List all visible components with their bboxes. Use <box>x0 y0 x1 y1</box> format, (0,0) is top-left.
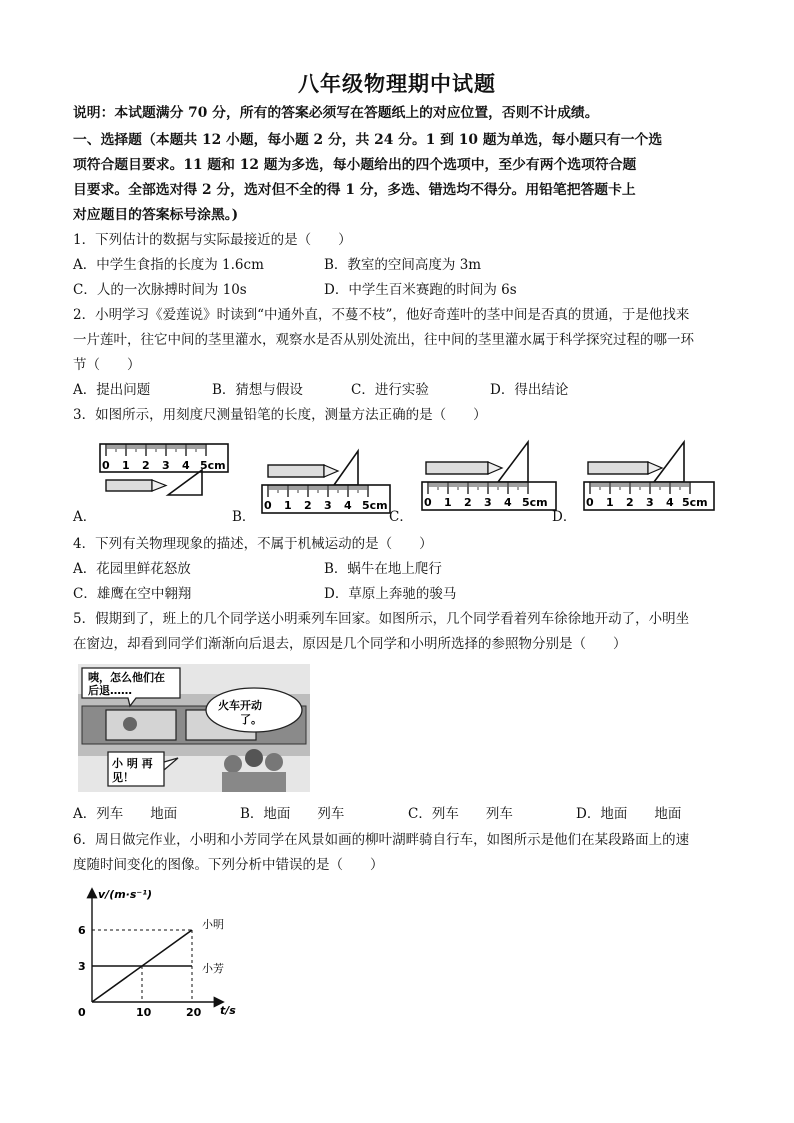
ruler-c-label-5: 5cm <box>522 496 548 509</box>
q3-letter-a: A． <box>73 509 97 525</box>
q5-option-d: D．地面 地面 <box>576 806 682 822</box>
q3-letter-d: D． <box>552 509 577 525</box>
x-tick-label: 10 <box>136 1006 152 1019</box>
q1-option-c: C．人的一次脉搏时间为 10s <box>73 282 247 298</box>
q5-option-b: B．地面 列车 <box>240 806 345 822</box>
q3-figure-b <box>258 445 394 525</box>
ruler-b-label-1: 1 <box>284 499 292 512</box>
q3-figure-a <box>98 440 234 522</box>
ruler-a-label-4: 4 <box>182 459 190 472</box>
q2-option-a: A．提出问题 <box>73 382 151 398</box>
bubble3-line-1: 小 明 再 <box>112 757 153 770</box>
ruler-a-label-3: 3 <box>162 459 170 472</box>
section1-line-3: 目要求。全部选对得 2 分，选对但不全的得 1 分，多选、错选均不得分。用铅笔把答题卡上 <box>73 182 636 198</box>
triangle-c <box>498 442 528 482</box>
y-tick-label: 6 <box>78 924 86 937</box>
xiaoming-face-icon <box>123 717 137 731</box>
bubble3-line-2: 见！ <box>112 771 134 784</box>
q2-stem-line-3: 节（ ） <box>73 357 141 373</box>
q1-option-b: B．教室的空间高度为 3m <box>324 257 482 273</box>
q6-velocity-time-chart <box>70 880 250 1020</box>
ruler-c-label-1: 1 <box>444 496 452 509</box>
ruler-d-label-3: 3 <box>646 496 654 509</box>
y-axis-label: v/(m·s⁻¹) <box>98 888 153 901</box>
q2-option-c: C．进行实验 <box>351 382 429 398</box>
ruler-d-label-5: 5cm <box>682 496 708 509</box>
train-window-icon <box>106 710 176 740</box>
ruler-a-label-0: 0 <box>102 459 110 472</box>
q1-stem: 1．下列估计的数据与实际最接近的是（ ） <box>73 232 352 248</box>
pencil-d <box>588 462 662 474</box>
q4-option-b: B．蜗牛在地上爬行 <box>324 561 442 577</box>
chart-labels <box>78 888 236 1019</box>
section1-line-1: 一、选择题（本题共 12 小题，每小题 2 分，共 24 分。1 到 10 题为单选，每小题只有一个选 <box>73 132 663 148</box>
ruler-b-label-3: 3 <box>324 499 332 512</box>
ruler-c <box>422 482 556 510</box>
ruler-a-label-1: 1 <box>122 459 130 472</box>
ruler-c-label-3: 3 <box>484 496 492 509</box>
q3-figure-d <box>582 438 720 522</box>
series-label-0: 小明 <box>202 918 224 931</box>
section1-line-4: 对应题目的答案标号涂黑。) <box>73 207 239 223</box>
ruler-d-label-2: 2 <box>626 496 634 509</box>
section1-line-2: 项符合题目要求。11 题和 12 题为多选，每小题给出的四个选项中，至少有两个选项符合题 <box>73 157 637 173</box>
ruler-b-label-2: 2 <box>304 499 312 512</box>
pencil-c <box>426 462 502 474</box>
q4-option-d: D．草原上奔驰的骏马 <box>324 586 457 602</box>
q2-stem-line-2: 一片莲叶，往它中间的茎里灌水，观察水是否从别处流出，往中间的茎里灌水属于科学探究过程的哪一环 <box>73 332 694 348</box>
exam-title: 八年级物理期中试题 <box>298 71 496 96</box>
q4-option-a: A．花园里鲜花怒放 <box>73 561 191 577</box>
q3-figure-c <box>418 438 562 522</box>
ruler-c-label-4: 4 <box>504 496 512 509</box>
q1-option-a: A．中学生食指的长度为 1.6cm <box>73 257 264 273</box>
y-tick-label: 3 <box>78 960 86 973</box>
q4-option-c: C．雄鹰在空中翱翔 <box>73 586 192 602</box>
ruler-b-label-4: 4 <box>344 499 352 512</box>
ruler-b <box>262 485 390 513</box>
series-label-1: 小芳 <box>202 962 224 975</box>
bubble1-line-1: 咦，怎么他们在 <box>88 671 165 684</box>
ruler-d <box>584 482 714 510</box>
q4-stem: 4．下列有关物理现象的描述，不属于机械运动的是（ ） <box>73 536 433 552</box>
ruler-b-label-0: 0 <box>264 499 272 512</box>
ruler-a-label-5: 5cm <box>200 459 226 472</box>
exam-note: 说明：本试题满分 70 分，所有的答案必须写在答题纸上的对应位置，否则不计成绩。 <box>73 105 599 121</box>
q2-option-d: D．得出结论 <box>490 382 569 398</box>
ruler-d-label-1: 1 <box>606 496 614 509</box>
pencil-a <box>106 480 166 491</box>
q3-stem: 3．如图所示，用刻度尺测量铅笔的长度，测量方法正确的是（ ） <box>73 407 487 423</box>
q5-train-illustration <box>78 664 310 792</box>
q5-stem-line-2: 在窗边，却看到同学们渐渐向后退去，原因是几个同学和小明所选择的参照物分别是（ ） <box>73 636 627 652</box>
x-axis-label: t/s <box>220 1004 236 1017</box>
bubble2-line-1: 火车开动 <box>218 699 262 712</box>
q2-stem-line-1: 2．小明学习《爱莲说》时读到“中通外直，不蔓不枝”，他好奇莲叶的茎中间是否真的贯通，于是他找来 <box>73 307 690 323</box>
ruler-a-label-2: 2 <box>142 459 150 472</box>
q5-stem-line-1: 5．假期到了，班上的几个同学送小明乘列车回家。如图所示，几个同学看着列车徐徐地开动了，小明坐 <box>73 611 690 627</box>
x-tick-label: 20 <box>186 1006 202 1019</box>
student-icon <box>224 755 242 773</box>
triangle-b <box>334 451 358 485</box>
ruler-b-label-5: 5cm <box>362 499 388 512</box>
triangle-a <box>168 470 202 495</box>
q2-option-b: B．猜想与假设 <box>212 382 303 398</box>
ruler-d-label-4: 4 <box>666 496 674 509</box>
bubble1-line-2: 后退…… <box>88 684 132 697</box>
q3-letter-c: C． <box>389 509 413 525</box>
ruler-c-label-2: 2 <box>464 496 472 509</box>
q3-letter-b: B． <box>232 509 256 525</box>
q1-option-d: D．中学生百米赛跑的时间为 6s <box>324 282 517 298</box>
q5-option-a: A．列车 地面 <box>73 806 178 822</box>
q6-stem-line-1: 6．周日做完作业，小明和小芳同学在风景如画的柳叶湖畔骑自行车，如图所示是他们在某段路面上的速 <box>73 832 690 848</box>
ruler-c-label-0: 0 <box>424 496 432 509</box>
ruler-a <box>100 444 228 472</box>
triangle-d <box>654 442 684 482</box>
chart-axes <box>92 890 222 1002</box>
q5-option-c: C．列车 列车 <box>408 806 513 822</box>
ruler-d-label-0: 0 <box>586 496 594 509</box>
q6-stem-line-2: 度随时间变化的图像。下列分析中错误的是（ ） <box>73 857 384 873</box>
x-tick-label: 0 <box>78 1006 86 1019</box>
pencil-b <box>268 465 338 477</box>
bubble2-line-2: 了。 <box>240 713 262 726</box>
